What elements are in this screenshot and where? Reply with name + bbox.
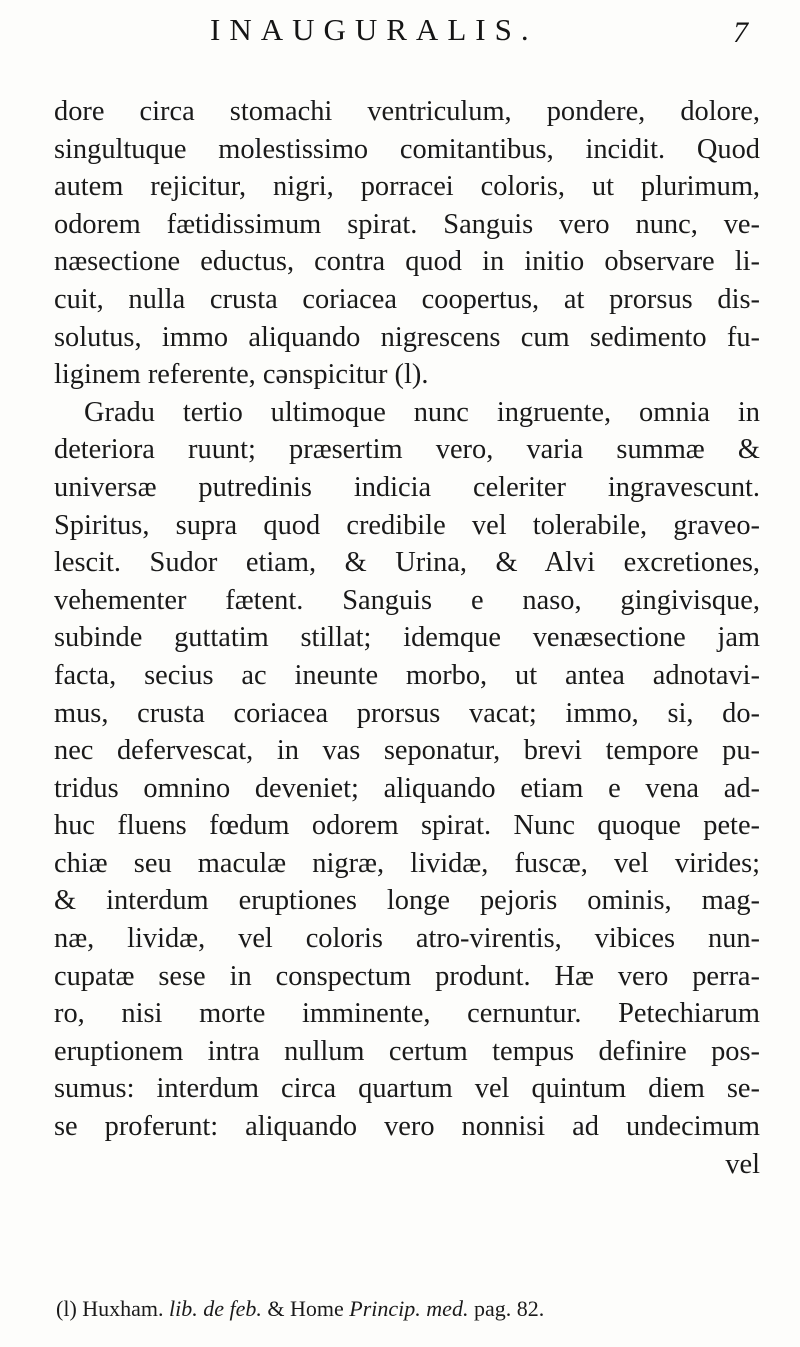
text-line: universæ putredinis indicia celeriter ingravescunt.: [54, 471, 760, 503]
text-line: lescit. Sudor etiam, & Urina, & Alvi excretiones,: [54, 547, 760, 579]
text-line: huc fluens fœdum odorem spirat. Nunc quoque pete-: [54, 810, 760, 842]
footnote-author: Huxham.: [82, 1296, 164, 1321]
running-title: INAUGURALIS.: [210, 12, 538, 47]
text-line: deteriora ruunt; præsertim vero, varia summæ &: [54, 434, 760, 466]
text-line: ro, nisi morte imminente, cernuntur. Petechiarum: [54, 998, 760, 1030]
text-line: Spiritus, supra quod credibile vel tolerabile, graveo-: [54, 509, 760, 541]
footnote-marker: (l): [56, 1296, 77, 1321]
text-line: mus, crusta coriacea prorsus vacat; immo, si, do-: [54, 697, 760, 729]
text-line: singultuque molestissimo comitantibus, incidit. Quod: [54, 133, 760, 165]
running-head: [210, 12, 770, 48]
text-line: næ, lividæ, vel coloris atro-virentis, vibices nun-: [54, 923, 760, 955]
text-line: autem rejicitur, nigri, porracei coloris, ut plurimum,: [54, 171, 760, 203]
text-line: sumus: interdum circa quartum vel quintum diem se-: [54, 1073, 760, 1105]
text-line: chiæ seu maculæ nigræ, lividæ, fuscæ, vel virides;: [54, 847, 760, 879]
footnote-ref-2: Princip. med.: [349, 1296, 469, 1321]
page-number: 7: [733, 16, 748, 49]
text-line: odorem fætidissimum spirat. Sanguis vero nunc, ve-: [54, 208, 760, 240]
text-line: næsectione eductus, contra quod in initio observare li-: [54, 246, 760, 278]
text-line: cuit, nulla crusta coriacea coopertus, at prorsus dis-: [54, 283, 760, 315]
catchword: vel: [725, 1148, 760, 1180]
text-line: se proferunt: aliquando vero nonnisi ad undecimum: [54, 1111, 760, 1143]
text-line: subinde guttatim stillat; idemque venæsectione jam: [54, 622, 760, 654]
text-line: dore circa stomachi ventriculum, pondere, dolore,: [54, 96, 760, 127]
body-text: [54, 93, 760, 1183]
text-line: nec defervescat, in vas seponatur, brevi tempore pu-: [54, 735, 760, 767]
text-line: facta, secius ac ineunte morbo, ut antea adnotavi-: [54, 659, 760, 691]
footnote-ref-1: lib. de feb.: [169, 1296, 262, 1321]
text-line: & interdum eruptiones longe pejoris ominis, mag-: [54, 885, 760, 917]
footnote-joiner: & Home: [267, 1296, 344, 1321]
text-line: solutus, immo aliquando nigrescens cum sedimento fu-: [54, 321, 760, 353]
text-line: vehementer fætent. Sanguis e naso, gingivisque,: [54, 584, 760, 616]
text-line: eruptionem intra nullum certum tempus definire pos-: [54, 1035, 760, 1067]
text-line: tridus omnino deveniet; aliquando etiam e vena ad-: [54, 772, 760, 804]
footnote: [56, 1296, 756, 1322]
footnote-page: pag. 82.: [473, 1296, 545, 1321]
text-line: cupatæ sese in conspectum produnt. Hæ vero perra-: [54, 960, 760, 992]
text-line: Gradu tertio ultimoque nunc ingruente, omnia in: [84, 396, 760, 428]
text-line: liginem referente, cənspicitur (l).: [54, 359, 429, 391]
